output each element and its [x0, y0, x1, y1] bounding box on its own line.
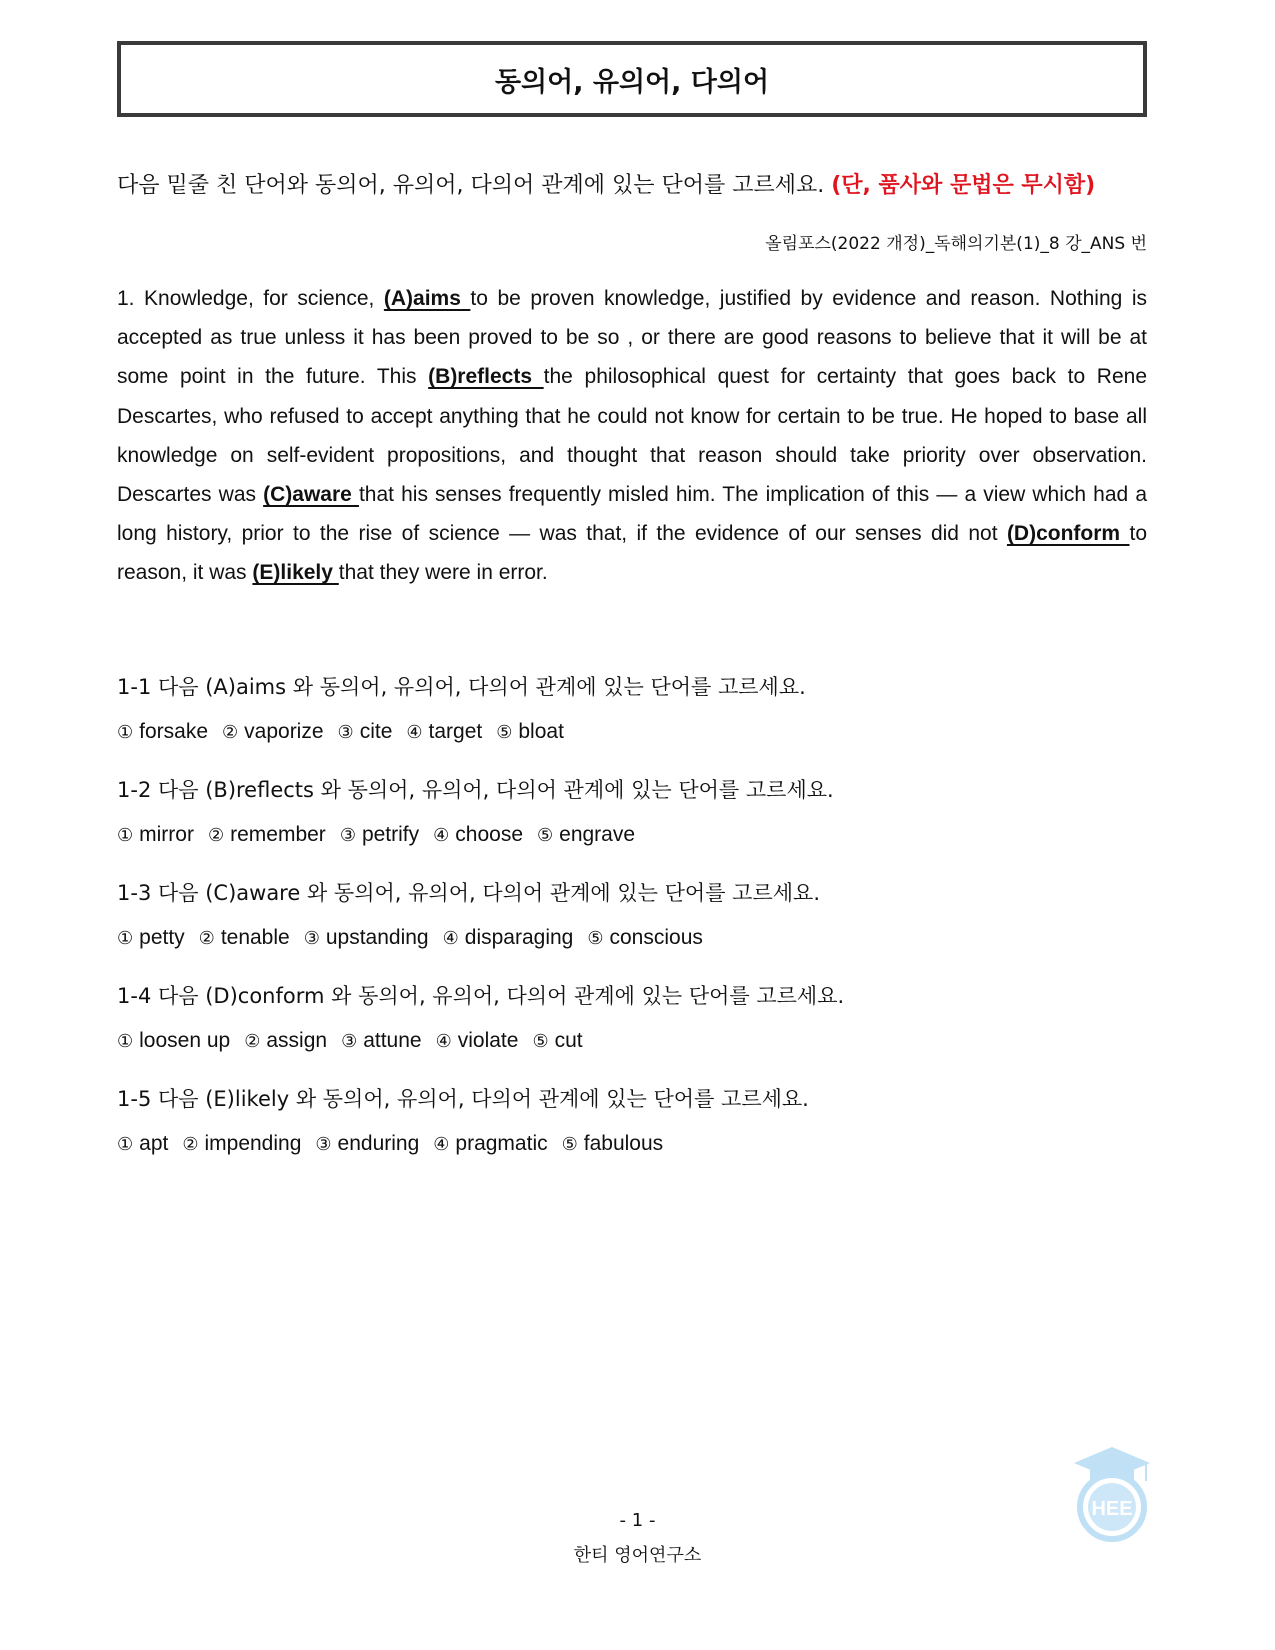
answer-option[interactable]: [433, 1129, 547, 1160]
option-number: ④: [433, 825, 450, 846]
answer-option[interactable]: [433, 820, 523, 851]
underlined-word: (E)likely: [252, 561, 339, 585]
answer-option[interactable]: [182, 1129, 301, 1160]
option-number: ④: [433, 1134, 450, 1155]
option-word: mirror: [139, 823, 194, 846]
option-number: ①: [117, 825, 134, 846]
option-number: ②: [222, 722, 239, 743]
answer-option[interactable]: [208, 820, 326, 851]
instruction-note: (단, 품사와 문법은 무시함): [831, 173, 1096, 198]
option-word: choose: [455, 823, 523, 846]
option-number: ④: [435, 1031, 452, 1052]
page-title-box: [117, 41, 1147, 117]
answer-option[interactable]: [315, 1129, 419, 1160]
answer-option[interactable]: [436, 1026, 519, 1057]
question-text: 1-1 다음 (A)aims 와 동의어, 유의어, 다의어 관계에 있는 단어를 고르세요.: [117, 675, 806, 699]
answer-option[interactable]: [117, 717, 208, 748]
option-number: ⑤: [496, 722, 513, 743]
answer-option[interactable]: [340, 820, 419, 851]
passage-text: that they were in error.: [338, 561, 548, 585]
answer-option[interactable]: [117, 1129, 168, 1160]
question-1: [117, 672, 1147, 747]
answer-option[interactable]: [532, 1026, 582, 1057]
answer-option[interactable]: [341, 1026, 422, 1057]
page-title: 동의어, 유의어, 다의어: [494, 66, 770, 98]
option-word: fabulous: [583, 1132, 664, 1155]
option-number: ⑤: [561, 1134, 578, 1155]
logo-text: HEE: [1091, 1498, 1133, 1520]
answer-option[interactable]: [496, 717, 564, 748]
answer-options: [117, 717, 1147, 747]
option-word: violate: [457, 1029, 519, 1052]
underlined-word: (B)reflects: [428, 365, 544, 389]
option-number: ⑤: [532, 1031, 549, 1052]
question-4: [117, 981, 1147, 1056]
option-word: attune: [363, 1029, 422, 1052]
option-number: ⑤: [537, 825, 554, 846]
option-word: conscious: [609, 926, 703, 949]
underlined-word: (C)aware: [263, 483, 359, 507]
footer-organization: 한티 영어연구소: [573, 1545, 702, 1566]
option-word: loosen up: [139, 1029, 231, 1052]
option-number: ①: [117, 722, 134, 743]
passage-text: the philosophical quest for certainty that goes back to Rene Descartes, who refused to accept anything that he could not know for certain to be true. He hoped to base all knowledge on self-evident propositions, and thought that reason should take priority over observation. Descartes was: [117, 365, 1147, 507]
question-text: 1-3 다음 (C)aware 와 동의어, 유의어, 다의어 관계에 있는 단어를 고르세요.: [117, 881, 820, 905]
passage-text: 1. Knowledge, for science,: [117, 287, 384, 310]
answer-option[interactable]: [244, 1026, 327, 1057]
option-word: petrify: [361, 823, 420, 846]
option-word: engrave: [559, 823, 636, 846]
option-number: ②: [207, 825, 225, 846]
answer-option[interactable]: [338, 717, 393, 748]
option-word: upstanding: [325, 926, 429, 949]
option-number: ③: [337, 722, 354, 743]
answer-option[interactable]: [117, 820, 194, 851]
option-word: cite: [359, 720, 393, 743]
option-word: apt: [139, 1132, 169, 1155]
passage-text: to reason, it was: [117, 522, 1147, 585]
question-text: 1-5 다음 (E)likely 와 동의어, 유의어, 다의어 관계에 있는 단어를 고르세요.: [117, 1087, 809, 1111]
answer-options: [117, 820, 1147, 850]
passage-text: to be proven knowledge, justified by evidence and reason. Nothing is accepted as true unless it has been proved to be so , or there are good reasons to believe that it will be at some point in the future. This: [117, 287, 1147, 389]
option-number: ④: [442, 928, 459, 949]
option-number: ①: [117, 1031, 134, 1052]
option-word: pragmatic: [455, 1132, 548, 1155]
option-number: ③: [339, 825, 356, 846]
question-text: 1-4 다음 (D)conform 와 동의어, 유의어, 다의어 관계에 있는 단어를 고르세요.: [117, 984, 845, 1008]
option-word: impending: [204, 1132, 302, 1155]
passage-text: that his senses frequently misled him. The implication of this — a view which had a long history, prior to the rise of science — was that, if the evidence of our senses did not: [117, 483, 1148, 546]
option-word: bloat: [518, 720, 564, 743]
option-word: enduring: [337, 1132, 420, 1155]
answer-option[interactable]: [117, 1026, 230, 1057]
question-3: [117, 878, 1147, 953]
reading-passage: [117, 279, 1147, 593]
option-word: petty: [139, 926, 185, 949]
underlined-word: (A)aims: [383, 287, 471, 310]
page-number: - 1 -: [619, 1510, 656, 1531]
answer-option[interactable]: [117, 923, 185, 954]
option-word: vaporize: [244, 720, 324, 743]
option-number: ⑤: [587, 928, 604, 949]
option-word: forsake: [139, 720, 209, 743]
answer-option[interactable]: [443, 923, 574, 954]
answer-options: [117, 1129, 1147, 1159]
option-number: ④: [406, 722, 423, 743]
answer-option[interactable]: [587, 923, 703, 954]
instruction: [117, 168, 1147, 199]
option-word: target: [428, 720, 483, 743]
answer-option[interactable]: [562, 1129, 664, 1160]
question-5: [117, 1084, 1147, 1159]
answer-option[interactable]: [304, 923, 429, 954]
answer-option[interactable]: [199, 923, 290, 954]
option-word: tenable: [220, 926, 290, 949]
question-text: 1-2 다음 (B)reflects 와 동의어, 유의어, 다의어 관계에 있는 단어를 고르세요.: [117, 778, 834, 802]
option-number: ①: [117, 928, 134, 949]
option-word: remember: [230, 823, 326, 846]
answer-option[interactable]: [406, 717, 482, 748]
answer-option[interactable]: [222, 717, 324, 748]
question-2: [117, 775, 1147, 850]
answer-options: [117, 1026, 1147, 1056]
option-number: ②: [182, 1134, 199, 1155]
option-number: ③: [315, 1134, 332, 1155]
option-number: ②: [198, 928, 215, 949]
answer-option[interactable]: [537, 820, 635, 851]
option-word: cut: [554, 1029, 583, 1052]
option-number: ②: [244, 1031, 261, 1052]
option-word: disparaging: [464, 926, 574, 949]
option-word: assign: [266, 1029, 328, 1052]
option-number: ①: [117, 1134, 134, 1155]
source-reference: 올림포스(2022 개정)_독해의기본(1)_8 강_ANS 번: [765, 234, 1147, 254]
option-number: ③: [341, 1031, 358, 1052]
answer-options: [117, 923, 1147, 953]
option-number: ③: [303, 928, 320, 949]
instruction-text: 다음 밑줄 친 단어와 동의어, 유의어, 다의어 관계에 있는 단어를 고르세요.: [117, 173, 832, 198]
underlined-word: (D)conform: [1006, 522, 1130, 546]
